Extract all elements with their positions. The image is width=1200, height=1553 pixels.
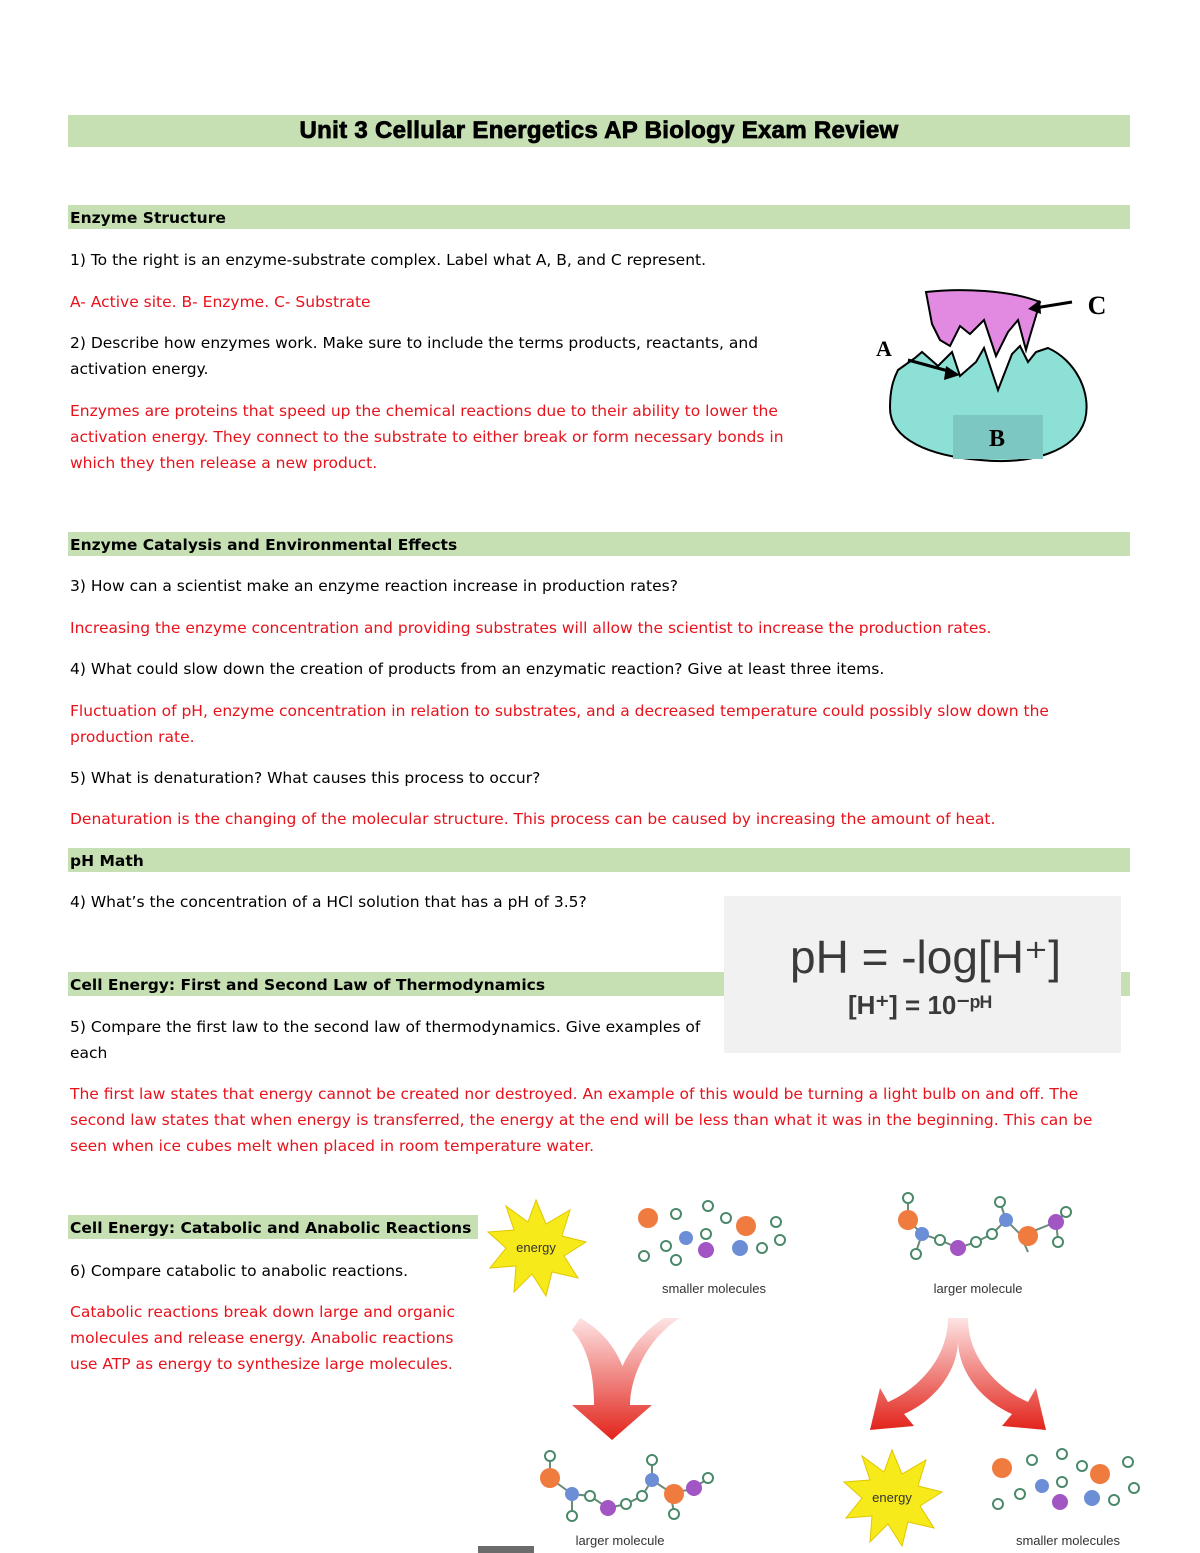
answer-4: Fluctuation of pH, enzyme concentration in relation to substrates, and a decreased temperature could possibly slow down the production rate.: [70, 702, 1049, 746]
svg-text:energy: energy: [872, 1490, 912, 1505]
question-4: 4) What could slow down the creation of products from an enzymatic reaction? Give at least three items.: [70, 660, 885, 678]
larger-molecule-bottom-atoms: [540, 1451, 713, 1521]
svg-text:energy: energy: [516, 1240, 556, 1255]
smaller-molecules-bottom: [992, 1449, 1139, 1510]
page-title: Unit 3 Cellular Energetics AP Biology Exam Review: [299, 117, 899, 144]
label-a: A: [876, 336, 892, 361]
question-1: 1) To the right is an enzyme-substrate complex. Label what A, B, and C represent.: [70, 251, 707, 269]
answer-6: Catabolic reactions break down large and organic molecules and release energy. Anabolic reactions use ATP as energy to synthesize large molecules.: [70, 1303, 455, 1373]
section-heading-thermo: Cell Energy: First and Second Law of Thermodynamics: [70, 976, 546, 994]
question-ph: 4) What’s the concentration of a HCl solution that has a pH of 3.5?: [70, 893, 587, 911]
question-3: 3) How can a scientist make an enzyme reaction increase in production rates?: [70, 577, 678, 595]
larger-molecule-label-top: larger molecule: [933, 1281, 1023, 1296]
question-thermo: 5) Compare the first law to the second law of thermodynamics. Give examples of each: [70, 1018, 701, 1062]
smaller-molecules-top: [638, 1201, 785, 1265]
enzyme-substrate-diagram: [860, 280, 1130, 480]
section-band-enzyme-structure: [68, 205, 1130, 229]
catabolic-arrow: [870, 1318, 1046, 1430]
smaller-molecules-label-bottom: smaller molecules: [1015, 1533, 1121, 1548]
ph-formula-2: [H⁺] = 10⁻ᵖᴴ: [848, 990, 992, 1020]
answer-5: Denaturation is the changing of the molecular structure. This process can be caused by increasing the amount of heat.: [70, 810, 996, 828]
section-heading-ph-math: pH Math: [70, 852, 144, 870]
answer-2: Enzymes are proteins that speed up the chemical reactions due to their ability to lower the activation energy. They connect to the substrate to either break or form necessary bonds in which they then release a new product.: [70, 402, 784, 472]
section-band-ph-math: [68, 848, 1130, 872]
section-heading-catalysis: Enzyme Catalysis and Environmental Effects: [70, 536, 458, 554]
catabolic-anabolic-diagram: [480, 1190, 1180, 1553]
energy-burst-bottom: [844, 1450, 942, 1546]
ph-formula-1: pH = -log[H⁺]: [790, 931, 1061, 983]
substrate-shape: [926, 290, 1040, 356]
anabolic-arrow: [572, 1318, 680, 1440]
page-tab: [478, 1546, 534, 1553]
section-heading-enzyme-structure: Enzyme Structure: [70, 209, 226, 227]
energy-burst-top: [488, 1200, 586, 1296]
larger-molecule-top: [908, 1200, 1064, 1252]
question-6: 6) Compare catabolic to anabolic reactions.: [70, 1262, 409, 1280]
question-2: 2) Describe how enzymes work. Make sure to include the terms products, reactants, and activation energy.: [70, 334, 759, 378]
answer-thermo: The first law states that energy cannot be created nor destroyed. An example of this would be turning a light bulb on and off. The second law states that when energy is transferred, the energy at the end will be less than what it was in the beginning. This can be seen when ice cubes melt when placed in room temperature water.: [70, 1085, 1093, 1155]
larger-molecule-label-bottom: larger molecule: [575, 1533, 665, 1548]
label-c: C: [1087, 291, 1107, 320]
question-5: 5) What is denaturation? What causes this process to occur?: [70, 769, 541, 787]
smaller-molecules-label-top: smaller molecules: [661, 1281, 767, 1296]
label-b: B: [988, 426, 1006, 452]
answer-1: A- Active site. B- Enzyme. C- Substrate: [70, 293, 371, 311]
answer-3: Increasing the enzyme concentration and providing substrates will allow the scientist to increase the production rates.: [70, 619, 992, 637]
section-heading-catabolic: Cell Energy: Catabolic and Anabolic Reactions: [70, 1219, 472, 1237]
